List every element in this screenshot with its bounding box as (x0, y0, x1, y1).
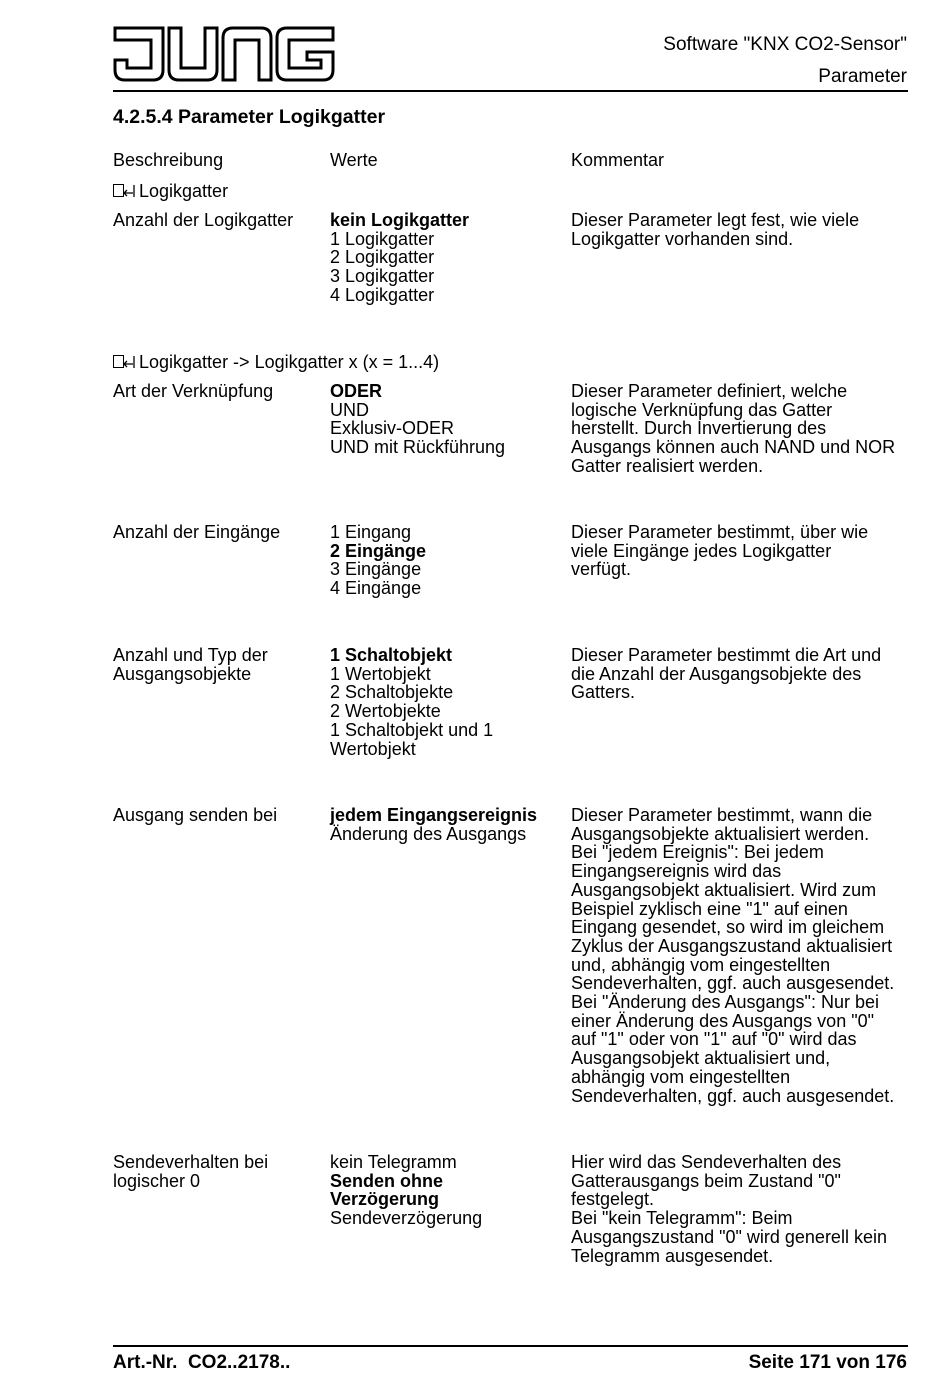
footer-rule (113, 1345, 908, 1347)
comment-line: Ausgangsobjekte aktualisiert werden. (571, 823, 870, 844)
comment-line: Beispiel zyklisch eine "1" auf einen (571, 898, 848, 919)
comment-line: einer Änderung des Ausgangs von "0" (571, 1010, 874, 1031)
value-default: 2 Eingänge (330, 540, 427, 561)
param-description (113, 1153, 323, 1190)
param-values (330, 646, 565, 758)
comment-line: Ausgangszustand "0" wird generell kein (571, 1226, 887, 1247)
value-default: Senden ohne (330, 1170, 444, 1191)
description-line: Sendeverhalten bei (113, 1152, 269, 1172)
param-description: Ausgang senden bei (113, 805, 278, 825)
value-option: 3 Logikgatter (330, 266, 435, 287)
description-line: Anzahl und Typ der (113, 645, 268, 665)
value-option: 2 Logikgatter (330, 247, 435, 268)
comment-line: verfügt. (571, 559, 632, 580)
param-description: Anzahl der Logikgatter (113, 210, 294, 230)
jung-logo (113, 26, 335, 82)
param-description: Art der Verknüpfung (113, 381, 274, 401)
value-option: 1 Wertobjekt (330, 663, 431, 684)
header-subtitle: Parameter (818, 66, 907, 87)
comment-line: Ausgangs können auch NAND und NOR (571, 437, 896, 458)
param-values (330, 523, 565, 598)
value-option: Änderung des Ausgangs (330, 823, 527, 844)
software-title: Software "KNX CO2-Sensor" (663, 34, 907, 55)
comment-line: Hier wird das Sendeverhalten des (571, 1152, 842, 1172)
value-option: 2 Wertobjekte (330, 701, 441, 722)
comment-line: Telegramm ausgesendet. (571, 1245, 774, 1266)
comment-line: Eingang gesendet, so wird im gleichem (571, 917, 885, 938)
description-line: Ausgangsobjekte (113, 663, 252, 684)
param-comment (571, 806, 916, 1105)
param-description (113, 646, 323, 683)
value-option: 1 Schaltobjekt und 1 (330, 719, 494, 740)
comment-line: Gatter realisiert werden. (571, 455, 764, 476)
comment-line: Dieser Parameter bestimmt, über wie (571, 522, 869, 542)
value-option: 1 Logikgatter (330, 228, 435, 249)
header-rule (113, 90, 908, 92)
value-option: 3 Eingänge (330, 559, 422, 580)
comment-line: Bei "jedem Ereignis": Bei jedem (571, 842, 824, 863)
comment-line: Dieser Parameter bestimmt die Art und (571, 645, 882, 665)
value-option: UND (330, 399, 369, 420)
comment-line: Eingangsereignis wird das (571, 861, 782, 882)
comment-line: abhängig vom eingestellten (571, 1066, 791, 1087)
param-comment (571, 382, 916, 476)
value-option: Wertobjekt (330, 738, 416, 759)
comment-line: Logikgatter vorhanden sind. (571, 228, 794, 249)
comment-line: die Anzahl der Ausgangsobjekte des (571, 663, 862, 684)
section-title: 4.2.5.4 Parameter Logikgatter (113, 106, 386, 128)
param-comment (571, 211, 916, 248)
value-default: ODER (330, 381, 383, 401)
col-comment: Kommentar (571, 150, 665, 170)
param-values (330, 806, 565, 843)
comment-line: Ausgangsobjekt aktualisiert. Wird zum (571, 879, 877, 900)
param-values (330, 382, 565, 457)
value-option: Exklusiv-ODER (330, 418, 455, 439)
param-comment (571, 523, 916, 579)
parameter-folder-icon (113, 182, 139, 196)
value-option: 2 Schaltobjekte (330, 682, 454, 703)
comment-line: herstellt. Durch Invertierung des (571, 418, 827, 439)
folder-logikgatter (113, 181, 228, 202)
comment-line: Dieser Parameter bestimmt, wann die (571, 805, 873, 825)
value-option: UND mit Rückführung (330, 437, 506, 458)
description-line: logischer 0 (113, 1170, 201, 1191)
comment-line: und, abhängig vom eingestellten (571, 954, 831, 975)
page-number: Seite 171 von 176 (748, 1352, 907, 1373)
comment-line: logische Verknüpfung das Gatter (571, 399, 833, 420)
comment-line: Bei "kein Telegramm": Beim (571, 1208, 793, 1229)
folder-label: Logikgatter (139, 181, 229, 201)
col-description: Beschreibung (113, 150, 224, 170)
comment-line: festgelegt. (571, 1189, 655, 1210)
param-description: Anzahl der Eingänge (113, 522, 281, 542)
param-values (330, 211, 565, 305)
value-option: 4 Logikgatter (330, 284, 435, 305)
param-values (330, 1153, 565, 1228)
folder-label: Logikgatter -> Logikgatter x (x = 1...4) (139, 352, 440, 372)
comment-line: Gatters. (571, 682, 636, 703)
value-option: 1 Eingang (330, 522, 412, 542)
param-comment (571, 646, 916, 702)
comment-line: Gatterausgangs beim Zustand "0" (571, 1170, 841, 1191)
value-option: kein Telegramm (330, 1152, 457, 1172)
article-number: Art.-Nr. CO2..2178.. (113, 1352, 291, 1373)
comment-line: Zyklus der Ausgangszustand aktualisiert (571, 935, 893, 956)
comment-line: Bei "Änderung des Ausgangs": Nur bei (571, 992, 879, 1013)
value-option: 4 Eingänge (330, 578, 422, 599)
value-default: jedem Eingangsereignis (330, 805, 538, 825)
value-default: Verzögerung (330, 1189, 440, 1210)
comment-line: Sendeverhalten, ggf. auch ausgesendet. (571, 973, 895, 994)
param-comment (571, 1153, 916, 1265)
comment-line: auf "1" oder von "1" auf "0" wird das (571, 1029, 857, 1050)
comment-line: Dieser Parameter legt fest, wie viele (571, 210, 860, 230)
comment-line: Ausgangsobjekt aktualisiert und, (571, 1048, 831, 1069)
value-default: kein Logikgatter (330, 210, 470, 230)
header-right (663, 29, 907, 93)
comment-line: Sendeverhalten, ggf. auch ausgesendet. (571, 1085, 895, 1106)
comment-line: Dieser Parameter definiert, welche (571, 381, 848, 401)
value-option: Sendeverzögerung (330, 1208, 483, 1229)
comment-line: viele Eingänge jedes Logikgatter (571, 540, 832, 561)
folder-logikgatter-x (113, 352, 439, 373)
col-values: Werte (330, 150, 378, 170)
value-default: 1 Schaltobjekt (330, 645, 453, 665)
parameter-folder-icon (113, 353, 139, 367)
